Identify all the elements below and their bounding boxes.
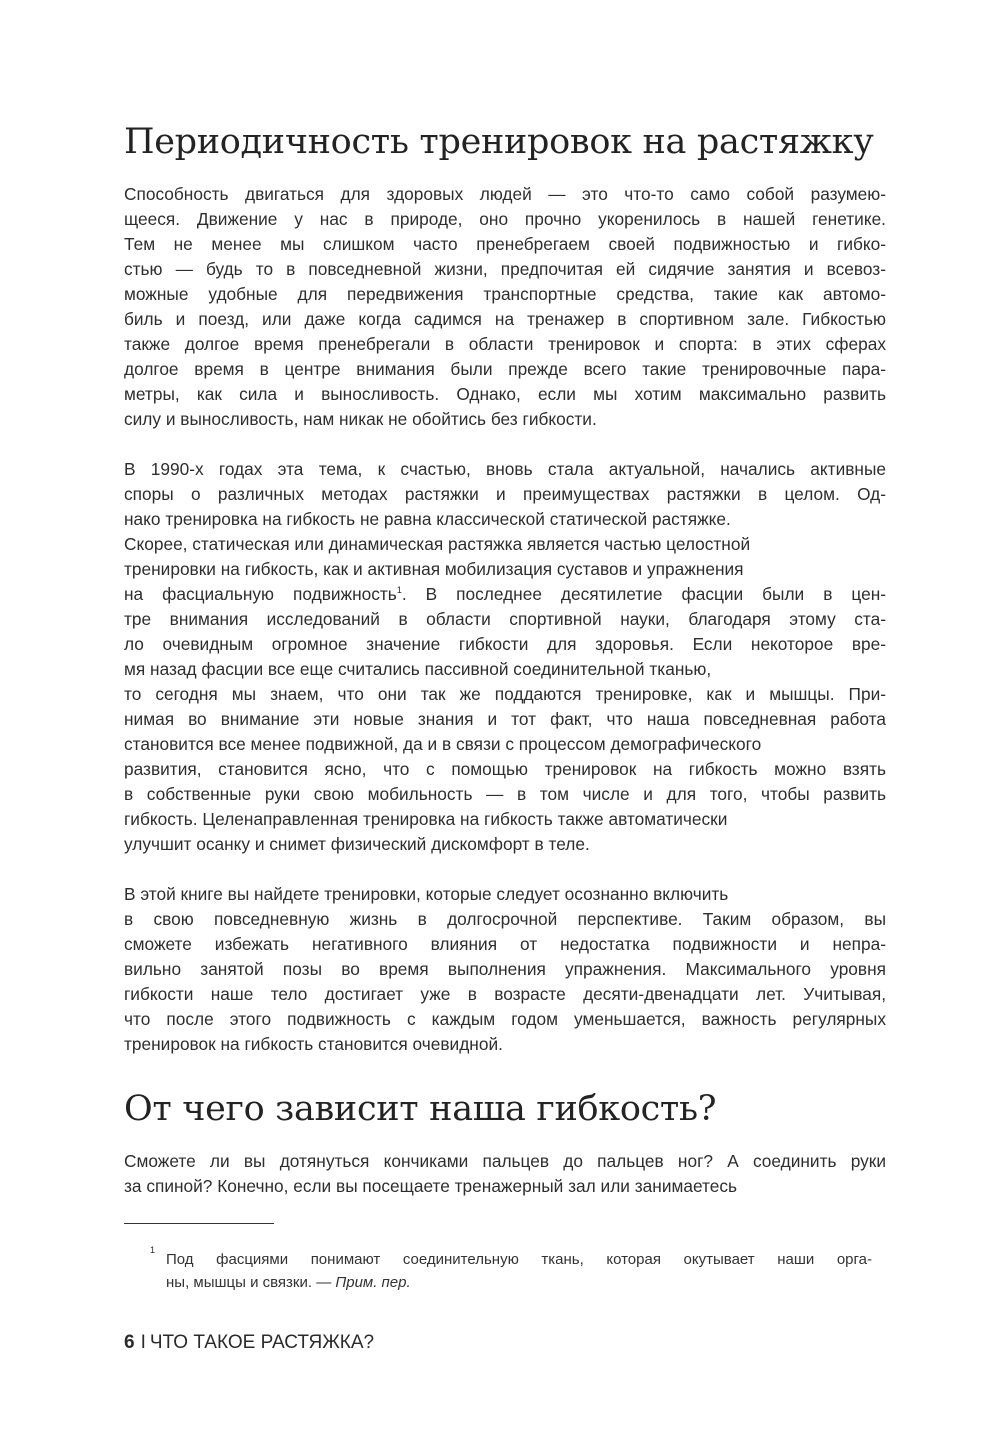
text-line: тре внимания исследований в области спортивной науки, благодаря этому ста- — [124, 609, 886, 629]
text-line: споры о различных методах растяжки и преимуществах растяжки в целом. Од- — [124, 484, 886, 504]
page-footer — [124, 1329, 374, 1357]
section-title-periodicity: Периодичность тренировок на растяжку — [124, 122, 874, 162]
text-line: Скорее, статическая или динамическая растяжка является частью целостной — [124, 534, 751, 554]
text-line: в свою повседневную жизнь в долгосрочной перспективе. Таким образом, вы — [124, 909, 886, 929]
section-title-flexibility-factors: От чего зависит наша гибкость? — [124, 1089, 717, 1129]
paragraph-1 — [124, 182, 886, 432]
text-line-with-footnote — [124, 582, 886, 607]
text-line: тренировок на гибкость становится очевидной. — [124, 1034, 503, 1054]
text-line: что после этого подвижность с каждым годом уменьшается, важность регулярных — [124, 1009, 886, 1029]
text-line: щееся. Движение у нас в природе, оно прочно укоренилось в нашей генетике. — [124, 209, 886, 229]
text-line: также долгое время пренебрегали в области тренировок и спорта: в этих сферах — [124, 334, 886, 354]
footnote-line — [166, 1271, 872, 1294]
text-fragment: . В последнее десятилетие фасции были в цен- — [401, 584, 887, 604]
text-line: гибкость. Целенаправленная тренировка на гибкость также автоматически — [124, 809, 728, 829]
text-line: сможете избежать негативного влияния от недостатка подвижности и непра- — [124, 934, 886, 954]
text-line: за спиной? Конечно, если вы посещаете тренажерный зал или занимаетесь — [124, 1176, 737, 1196]
text-line: биль и поезд, или даже когда садимся на тренажер в спортивном зале. Гибкостью — [124, 309, 886, 329]
text-line: то сегодня мы знаем, что они так же поддаются тренировке, как и мышцы. При- — [124, 684, 886, 704]
paragraph-3 — [124, 882, 886, 1057]
paragraph-2 — [124, 457, 886, 857]
text-fragment: на фасциальную подвижность — [124, 584, 397, 604]
text-line: стью — будь то в повседневной жизни, предпочитая ей сидячие занятия и всевоз- — [124, 259, 886, 279]
footnote-line: Под фасциями понимают соединительную ткань, которая окутывает наши орга- — [166, 1251, 872, 1268]
text-line: становится все менее подвижной, да и в связи с процессом демографического — [124, 734, 762, 754]
text-line: гибкости наше тело достигает уже в возрасте десяти-двенадцати лет. Учитывая, — [124, 984, 886, 1004]
paragraph-4 — [124, 1149, 886, 1199]
footnote-text: ны, мышцы и связки. — — [166, 1274, 332, 1291]
chapter-title: ЧТО ТАКОЕ РАСТЯЖКА? — [149, 1332, 375, 1353]
page-body — [124, 118, 886, 1224]
text-line: Тем не менее мы слишком часто пренебрегаем своей подвижностью и гибко- — [124, 234, 886, 254]
footer-separator: I — [140, 1332, 146, 1353]
page-number: 6 — [124, 1332, 135, 1353]
text-line: мя назад фасции все еще считались пассивной соединительной тканью, — [124, 659, 712, 679]
footnote — [150, 1245, 872, 1294]
text-line: развития, становится ясно, что с помощью тренировок на гибкость можно взять — [124, 759, 886, 779]
footnote-divider — [124, 1223, 274, 1224]
text-line: В этой книге вы найдете тренировки, которые следует осознанно включить — [124, 884, 729, 904]
text-line: В 1990-х годах эта тема, к счастью, вновь стала актуальной, начались активные — [124, 459, 886, 479]
text-line: тренировки на гибкость, как и активная мобилизация суставов и упражнения — [124, 559, 744, 579]
footnote-reference[interactable]: 1 — [396, 585, 402, 595]
translator-note: Прим. пер. — [335, 1274, 411, 1291]
text-line: улучшит осанку и снимет физический дискомфорт в теле. — [124, 834, 590, 854]
text-line: нимая во внимание эти новые знания и тот факт, что наша повседневная работа — [124, 709, 886, 729]
text-line: вильно занятой позы во время выполнения упражнения. Максимального уровня — [124, 959, 886, 979]
text-line: ло очевидным огромное значение гибкости для здоровья. Если некоторое вре- — [124, 634, 886, 654]
text-line: Сможете ли вы дотянуться кончиками пальцев до пальцев ног? А соединить руки — [124, 1151, 886, 1171]
text-line: нако тренировка на гибкость не равна классической статической растяжке. — [124, 509, 731, 529]
text-line: можные удобные для передвижения транспортные средства, такие как автомо- — [124, 284, 886, 304]
footnote-marker: 1 — [150, 1245, 156, 1255]
text-line: метры, как сила и выносливость. Однако, если мы хотим максимально развить — [124, 384, 886, 404]
text-line: долгое время в центре внимания были прежде всего такие тренировочные пара- — [124, 359, 886, 379]
text-line: в собственные руки свою мобильность — в том числе и для того, чтобы развить — [124, 784, 886, 804]
text-line: силу и выносливость, нам никак не обойтись без гибкости. — [124, 409, 597, 429]
text-line: Способность двигаться для здоровых людей — это что-то само собой разумею- — [124, 184, 886, 204]
